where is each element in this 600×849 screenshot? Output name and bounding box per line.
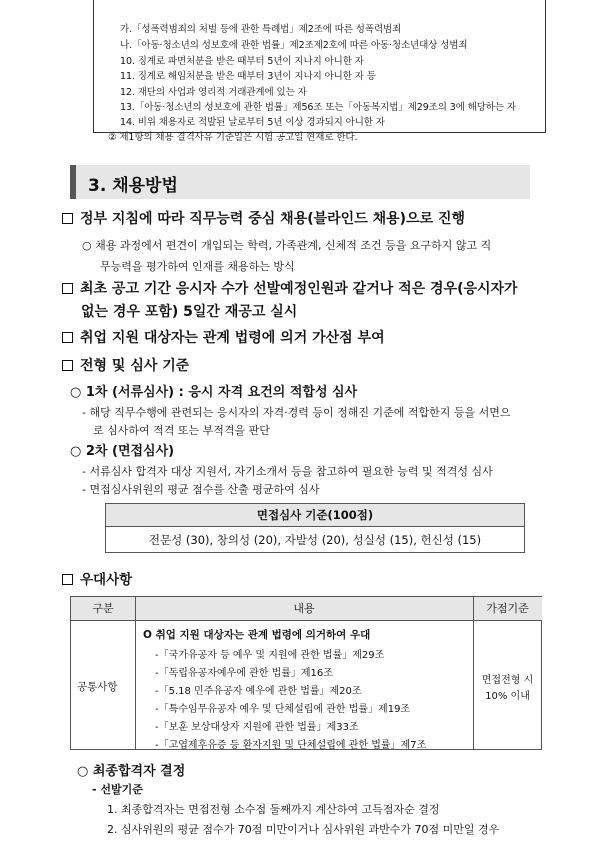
item-blind-hiring (62, 208, 465, 228)
preference-table (70, 596, 542, 750)
item-screening (62, 355, 189, 375)
item-blind-desc-2: 무능력을 평가하여 인재를 채용하는 방식 (100, 260, 295, 273)
table-cell-law: -「독립유공자예우에 관한 법률」제16조 (155, 668, 333, 679)
table-cell-law: -「보훈 보상대상자 지원에 관한 법률」제33조 (155, 722, 359, 733)
item-text: 최초 공고 기간 응시자 수가 선발예정인원과 같거나 적은 경우(응시자가 (80, 281, 518, 297)
section-title: 3. 채용방법 (88, 176, 178, 196)
list-item: 나.「아동·청소년의 성보호에 관한 법률」제2조제2호에 따른 아동·청소년대상 성범죄 (120, 40, 468, 51)
final-title: ○ 최종합격자 결정 (77, 764, 186, 779)
list-item: 10. 징계로 파면처분을 받은 때부터 5년이 지나지 아니한 자 (120, 56, 364, 67)
item-repost (62, 278, 518, 298)
list-item: 11. 징계로 해임처분을 받은 때부터 3년이 지나지 아니한 자 등 (120, 71, 376, 82)
round1-desc-1: - 해당 직무수행에 관련되는 응시자의 자격·경력 등이 정해진 기준에 적합한지 등을 서면으 (82, 406, 511, 419)
table-cell-law: -「특수임무유공자 예우 및 단체설립에 관한 법률」제19조 (155, 704, 411, 715)
interview-criteria-box (105, 503, 525, 553)
checkbox-square-icon (62, 213, 73, 224)
disqualification-box (93, 0, 546, 143)
list-item: 13.「아동·청소년의 성보호에 관한 법률」제56조 또는「아동복지법」제29조의 3에 해당하는 자 (120, 102, 516, 113)
table-header-category: 구분 (71, 597, 135, 621)
table-header-points: 가점기준 (473, 597, 542, 621)
item-text: 우대사항 (80, 572, 133, 588)
list-item: 14. 비위 채용자로 적발된 날로부터 5년 이상 경과되지 아니한 자 (120, 117, 385, 128)
round2-desc-1: - 서류심사 합격자 대상 지원서, 자기소개서 등을 참고하여 필요한 능력 및 적격성 심사 (82, 465, 493, 478)
round2-title: ○ 2차 (면접심사) (70, 444, 175, 459)
table-cell-law: -「5.18 민주유공자 예우에 관한 법률」제20조 (155, 686, 362, 697)
criteria-title: 면접심사 기준(100점) (106, 504, 524, 527)
table-cell-points-2: 10% 이내 (485, 691, 530, 702)
list-item: 12. 재단의 사업과 영리적 거래관계에 있는 자 (120, 87, 307, 98)
table-divider (135, 597, 136, 749)
final-rule-1: 1. 최종합격자는 면접전형 소수점 둘째까지 계산하여 고득점자순 결정 (107, 803, 440, 816)
table-cell-category: 공통사항 (77, 681, 118, 693)
checkbox-square-icon (62, 360, 73, 371)
table-cell-lead: O 취업 지원 대상자는 관계 법령에 의거하여 우대 (143, 629, 371, 641)
item-text: 정부 지침에 따라 직무능력 중심 채용(블라인드 채용)으로 진행 (80, 211, 466, 227)
item-preference (62, 568, 132, 588)
list-item: ② 제1항의 채용 결격사유 기준일은 시험 공고일 현재로 한다. (108, 132, 358, 143)
table-header-content: 내용 (135, 597, 473, 621)
item-text: 취업 지원 대상자는 관계 법령에 의거 가산점 부여 (80, 330, 385, 346)
checkbox-square-icon (62, 283, 73, 294)
item-blind-desc-1: ○ 채용 과정에서 편견이 개입되는 학력, 가족관계, 신체적 조건 등을 요구하지 않고 직 (82, 239, 492, 252)
round1-title: ○ 1차 (서류심사) : 응시 자격 요건의 적합성 심사 (70, 385, 358, 400)
item-bonus (62, 327, 385, 347)
checkbox-square-icon (62, 332, 73, 343)
table-cell-points-1: 면접전형 시 (481, 675, 534, 686)
criteria-body: 전문성 (30), 창의성 (20), 자발성 (20), 성실성 (15), 헌신성 (15) (148, 533, 482, 547)
final-rule-2: 2. 심사위원의 평균 점수가 70점 미만이거나 심사위원 과반수가 70점 미만일 경우 (107, 823, 500, 836)
table-cell-law: -「국가유공자 등 예우 및 지원에 관한 법률」제29조 (155, 650, 385, 661)
checkbox-square-icon (62, 574, 73, 585)
round2-desc-2: - 면접심사위원의 평균 점수를 산출 평균하여 심사 (82, 483, 320, 496)
table-cell-law: -「고엽제후유증 등 환자지원 및 단체설립에 관한 법률」제7조 (155, 740, 427, 751)
list-item: 가.「성폭력범죄의 처벌 등에 관한 특례법」제2조에 따른 성폭력범죄 (120, 24, 402, 35)
section-header (70, 165, 530, 199)
item-text: 전형 및 심사 기준 (80, 358, 190, 374)
round1-desc-2: 로 심사하여 적격 또는 부적격을 판단 (93, 424, 270, 437)
final-sub: - 선발기준 (92, 783, 143, 796)
item-repost-cont: 없는 경우 포함) 5일간 재공고 실시 (81, 304, 298, 320)
